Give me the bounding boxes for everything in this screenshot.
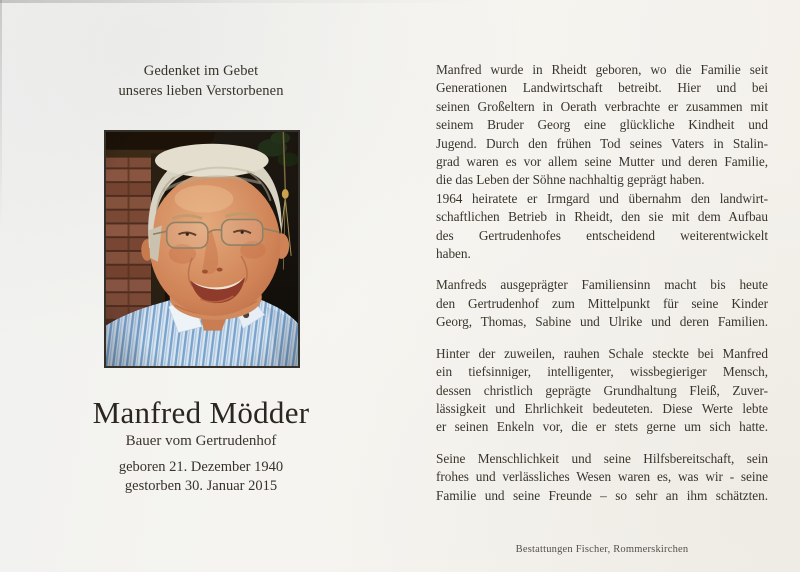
biography-line: Familie und seine Freunde – so sehr an ihm schätzten. [436,487,768,503]
biography-line: Jugend. Durch den frühen Tod seines Vaters in Stalin- [436,135,768,151]
portrait-illustration [106,132,298,366]
biography-line: seinem Bruder Georg eine glückliche Kindheit und [436,117,768,133]
biography-line: Manfreds ausgeprägter Familiensinn macht bis heute [436,277,768,293]
biography-paragraph [436,61,768,263]
biography-line: er seinen Enkeln vor, die er stets gerne um sich hatte. [436,419,768,435]
deceased-role: Bauer vom Gertrudenhof [125,433,277,449]
biography-line: dessen christlich geprägte Grundhaltung Fleiß, Zuver- [436,382,768,398]
biography-line: seinen Großeltern in Oerath verbrachte er zusammen mit [436,98,768,114]
biography-line: frohes und verlässliches Wesen waren es, was wir - seine [436,469,768,485]
death-date: gestorben 30. Januar 2015 [124,478,278,494]
deceased-name: Manfred Mödder [92,395,310,430]
portrait-photo [104,130,300,368]
biography-line: schaftlichen Betrieb in Rheidt, den sie mit dem Aufbau [436,209,768,225]
biography-line: Seine Menschlichkeit und seine Hilfsbereitschaft, sein [436,450,768,466]
biography-line: Georg, Thomas, Sabine und Ulrike und deren Familien. [436,314,768,330]
biography-line: den Gertrudenhof zum Mittelpunkt für seine Kinder [436,295,768,311]
biography-line: Manfred wurde in Rheidt geboren, wo die Familie seit [436,62,768,77]
invocation-line1: Gedenket im Gebet [143,63,259,79]
funeral-home-credit: Bestattungen Fischer, Rommerskirchen [515,544,689,555]
biography-line: grad waren es vor allem seine Mutter und deren Familie, [436,154,768,170]
biography-text [436,61,768,505]
invocation-line2: unseres lieben Verstorbenen [118,82,284,99]
biography-line: ein tiefsinniger, intelligenter, wissbegieriger Mensch, [436,364,768,380]
biography-paragraph [436,276,768,331]
biography-panel [436,61,768,505]
birth-date: geboren 21. Dezember 1940 [118,459,284,475]
biography-paragraph [436,450,768,505]
biography-line: 1964 heiratete er Irmgard und übernahm den landwirt- [436,190,768,206]
scan-edge-shadow-left [0,0,2,229]
biography-paragraph [436,345,768,437]
left-panel [40,0,362,572]
biography-line: Hinter der zuweilen, rauhen Schale steckte bei Manfred [436,345,768,361]
biography-line: haben. [436,246,471,262]
biography-line: des Gertrudenhofes entscheidend weiterentwickelt [436,227,768,243]
name-block [40,396,362,450]
biography-line: lässigkeit und Ehrlichkeit bedeuteten. Diese Werte lebte [436,400,768,416]
biography-line: Generationen Landwirtschaft betreibt. Hier und bei [436,80,768,96]
invocation [40,62,362,101]
biography-line: die das Leben der Söhne nachhaltig geprägt haben. [436,172,705,188]
life-dates [40,458,362,496]
